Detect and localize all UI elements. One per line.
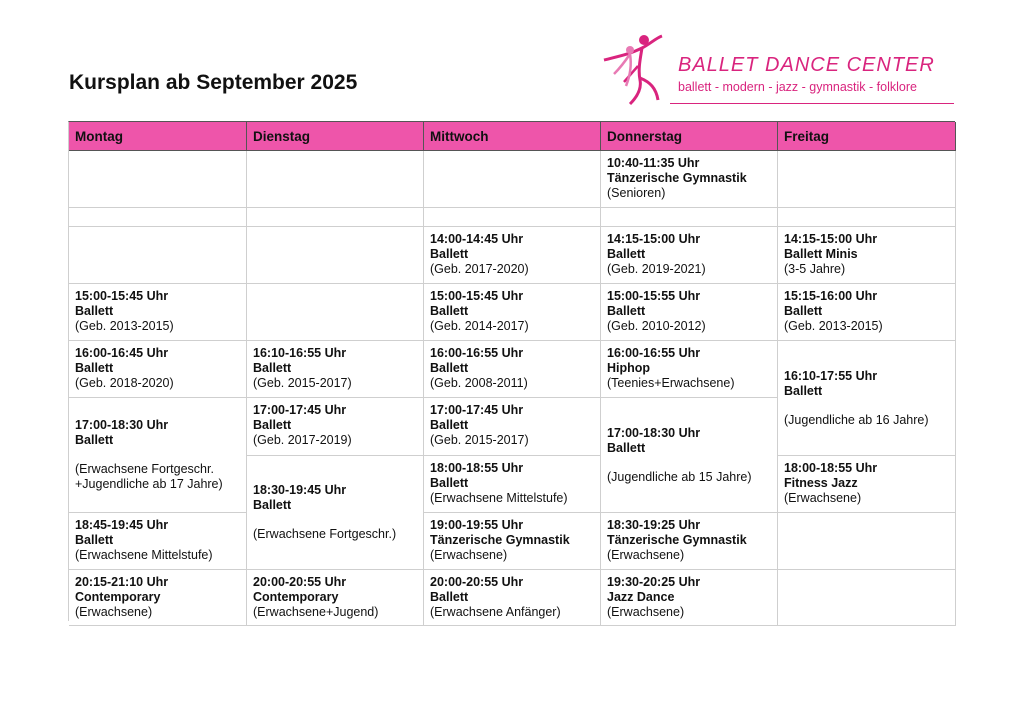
header-dienstag: Dienstag	[247, 122, 424, 151]
empty-cell	[424, 208, 601, 227]
empty-cell	[424, 151, 601, 208]
class-cell	[424, 227, 601, 284]
cell-spacer	[253, 513, 417, 527]
class-course: Fitness Jazz	[784, 476, 858, 490]
empty-cell	[247, 151, 424, 208]
class-cell	[778, 456, 956, 513]
class-group: (Erwachsene)	[784, 491, 862, 505]
class-group: (Geb. 2014-2017)	[430, 319, 529, 333]
class-course: Ballett	[607, 304, 646, 318]
class-course: Tänzerische Gymnastik	[607, 171, 747, 185]
class-group: (Geb. 2017-2020)	[430, 262, 529, 276]
class-group: +Jugendliche ab 17 Jahre)	[75, 477, 223, 491]
class-course: Tänzerische Gymnastik	[607, 533, 747, 547]
class-course: Ballett	[430, 590, 469, 604]
class-course: Ballett	[430, 476, 469, 490]
class-group: (Geb. 2015-2017)	[253, 376, 352, 390]
logo-underline	[670, 103, 954, 104]
class-cell	[424, 398, 601, 456]
class-course: Ballett Minis	[784, 247, 858, 261]
class-cell	[69, 284, 247, 341]
class-cell	[247, 570, 424, 626]
cell-spacer	[784, 399, 949, 413]
class-time: 17:00-17:45 Uhr	[430, 403, 524, 417]
class-course: Ballett	[253, 418, 292, 432]
header-donnerstag: Donnerstag	[601, 122, 778, 151]
class-group: (Geb. 2015-2017)	[430, 433, 529, 447]
class-cell	[601, 151, 778, 208]
class-course: Ballett	[607, 440, 646, 455]
class-time: 19:00-19:55 Uhr	[430, 518, 524, 532]
page-title: Kursplan ab September 2025	[69, 71, 358, 94]
class-cell	[778, 341, 956, 456]
class-cell	[778, 227, 956, 284]
class-course: Ballett	[430, 418, 469, 432]
class-cell	[424, 570, 601, 626]
class-group: (Erwachsene+Jugend)	[253, 605, 379, 619]
class-time: 17:00-18:30 Uhr	[607, 425, 701, 440]
class-group: (3-5 Jahre)	[784, 262, 846, 276]
class-cell	[247, 456, 424, 570]
class-group: (Geb. 2010-2012)	[607, 319, 706, 333]
class-time: 18:30-19:25 Uhr	[607, 518, 701, 532]
header-mittwoch: Mittwoch	[424, 122, 601, 151]
class-course: Ballett	[253, 498, 292, 512]
class-cell	[424, 513, 601, 570]
class-course: Contemporary	[253, 590, 339, 604]
class-time: 20:15-21:10 Uhr	[75, 575, 169, 589]
cell-spacer	[607, 456, 771, 470]
class-group: (Jugendliche ab 16 Jahre)	[784, 412, 929, 427]
class-course: Ballett	[784, 383, 823, 398]
class-time: 18:00-18:55 Uhr	[784, 461, 878, 475]
class-course: Jazz Dance	[607, 590, 675, 604]
class-course: Ballett	[75, 433, 114, 447]
class-cell	[601, 227, 778, 284]
header-montag: Montag	[69, 122, 247, 151]
schedule-table	[68, 121, 955, 621]
class-time: 16:10-17:55 Uhr	[784, 368, 878, 383]
class-cell	[69, 513, 247, 570]
class-time: 15:15-16:00 Uhr	[784, 289, 878, 303]
class-group: (Erwachsene Fortgeschr.)	[253, 527, 397, 541]
ballet-dance-center-logo	[600, 30, 960, 110]
class-time: 15:00-15:45 Uhr	[75, 289, 169, 303]
class-cell	[601, 341, 778, 398]
class-time: 20:00-20:55 Uhr	[253, 575, 347, 589]
class-course: Tänzerische Gymnastik	[430, 533, 570, 547]
empty-cell	[778, 208, 956, 227]
class-time: 18:45-19:45 Uhr	[75, 518, 169, 532]
class-cell	[601, 284, 778, 341]
class-group: (Erwachsene)	[607, 548, 685, 562]
class-cell	[247, 398, 424, 456]
class-cell	[69, 570, 247, 626]
class-group: (Geb. 2017-2019)	[253, 433, 352, 447]
class-time: 17:00-17:45 Uhr	[253, 403, 347, 417]
class-cell	[778, 284, 956, 341]
class-group: (Erwachsene Mittelstufe)	[430, 491, 568, 505]
class-group: (Erwachsene Fortgeschr.	[75, 462, 214, 476]
class-course: Ballett	[75, 533, 114, 547]
class-course: Ballett	[430, 361, 469, 375]
class-time: 15:00-15:45 Uhr	[430, 289, 524, 303]
class-group: (Jugendliche ab 15 Jahre)	[607, 469, 752, 484]
empty-cell	[778, 570, 956, 626]
class-time: 18:30-19:45 Uhr	[253, 483, 347, 497]
class-time: 16:10-16:55 Uhr	[253, 346, 347, 360]
class-group: (Senioren)	[607, 186, 666, 200]
class-cell	[601, 398, 778, 513]
class-time: 19:30-20:25 Uhr	[607, 575, 701, 589]
class-course: Hiphop	[607, 361, 651, 375]
class-cell	[424, 341, 601, 398]
class-cell	[424, 456, 601, 513]
class-group: (Teenies+Erwachsene)	[607, 376, 735, 390]
class-course: Ballett	[75, 304, 114, 318]
class-group: (Geb. 2013-2015)	[784, 319, 883, 333]
class-group: (Geb. 2019-2021)	[607, 262, 706, 276]
class-cell	[69, 341, 247, 398]
dancer-figure-icon	[600, 30, 680, 110]
empty-cell	[778, 151, 956, 208]
empty-cell	[601, 208, 778, 227]
class-time: 17:00-18:30 Uhr	[75, 418, 169, 432]
class-course: Ballett	[607, 247, 646, 261]
class-group: (Geb. 2013-2015)	[75, 319, 174, 333]
class-time: 14:15-15:00 Uhr	[607, 232, 701, 246]
empty-cell	[247, 284, 424, 341]
cell-spacer	[75, 448, 240, 462]
class-time: 16:00-16:55 Uhr	[607, 346, 701, 360]
class-course: Ballett	[253, 361, 292, 375]
class-group: (Erwachsene Mittelstufe)	[75, 548, 213, 562]
class-cell	[69, 398, 247, 513]
class-time: 20:00-20:55 Uhr	[430, 575, 524, 589]
class-course: Contemporary	[75, 590, 161, 604]
class-time: 18:00-18:55 Uhr	[430, 461, 524, 475]
logo-tagline: ballett - modern - jazz - gymnastik - folklore	[678, 80, 917, 94]
class-course: Ballett	[784, 304, 823, 318]
class-group: (Erwachsene)	[430, 548, 508, 562]
empty-cell	[778, 513, 956, 570]
empty-cell	[69, 227, 247, 284]
class-cell	[601, 570, 778, 626]
class-cell	[247, 341, 424, 398]
class-time: 10:40-11:35 Uhr	[607, 156, 700, 170]
class-course: Ballett	[430, 247, 469, 261]
class-time: 14:00-14:45 Uhr	[430, 232, 524, 246]
header-freitag: Freitag	[778, 122, 956, 151]
class-time: 16:00-16:55 Uhr	[430, 346, 524, 360]
empty-cell	[247, 208, 424, 227]
empty-cell	[69, 151, 247, 208]
class-group: (Erwachsene)	[607, 605, 685, 619]
class-group: (Erwachsene Anfänger)	[430, 605, 561, 619]
class-group: (Erwachsene)	[75, 605, 153, 619]
class-cell	[424, 284, 601, 341]
class-group: (Geb. 2018-2020)	[75, 376, 174, 390]
class-cell	[601, 513, 778, 570]
class-course: Ballett	[430, 304, 469, 318]
class-time: 14:15-15:00 Uhr	[784, 232, 878, 246]
logo-name: BALLET DANCE CENTER	[678, 54, 935, 76]
class-time: 16:00-16:45 Uhr	[75, 346, 169, 360]
class-group: (Geb. 2008-2011)	[430, 376, 528, 390]
empty-cell	[247, 227, 424, 284]
class-course: Ballett	[75, 361, 114, 375]
class-time: 15:00-15:55 Uhr	[607, 289, 701, 303]
empty-cell	[69, 208, 247, 227]
